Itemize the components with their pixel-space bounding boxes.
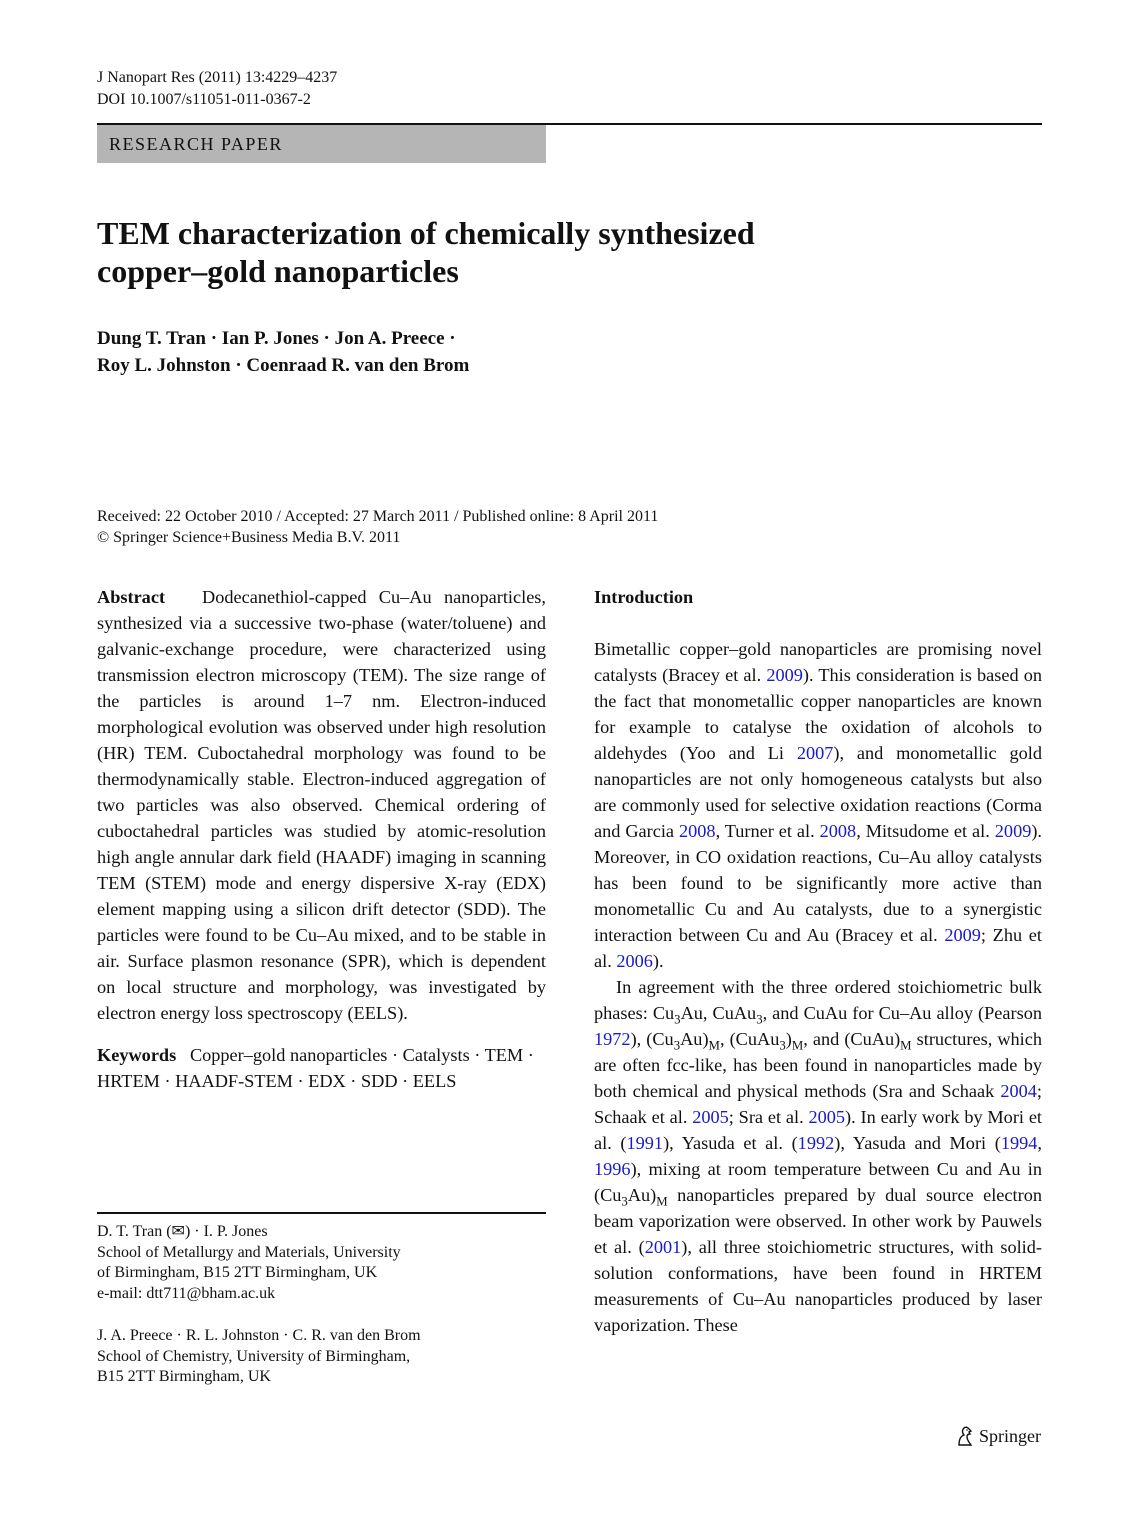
affiliation-line: of Birmingham, B15 2TT Birmingham, UK (97, 1264, 378, 1281)
keywords-label: Keywords (97, 1045, 177, 1065)
copyright-line: © Springer Science+Business Media B.V. 2011 (97, 529, 401, 546)
journal-line: J Nanopart Res (2011) 13:4229–4237 (97, 69, 338, 86)
footnote-rule (97, 1212, 546, 1214)
keywords-text: Copper–gold nanoparticles · Catalysts · TEM · HRTEM · HAADF-STEM · EDX · SDD · EELS (97, 1045, 534, 1091)
citation-link[interactable]: 2006 (616, 951, 653, 971)
publication-dates (97, 506, 658, 548)
citation-link[interactable]: 1972 (594, 1029, 631, 1049)
citation-link[interactable]: 2009 (994, 821, 1032, 841)
abstract (97, 584, 546, 1026)
citation-link[interactable]: 2001 (644, 1237, 682, 1257)
intro-paragraph-1: Bimetallic copper–gold nanoparticles are promising novel catalysts (Bracey et al. 2009). This consideration is based on the fact that monometallic copper nanoparticles are known for example to catalyse the oxidation of alcohols to aldehydes (Yoo and Li 2007), and monometallic gold nanoparticles are not only homogeneous catalysts but also are commonly used for selective oxidation reactions (Corma and Garcia 2008, Turner et al. 2008, Mitsudome et al. 2009). Moreover, in CO oxidation reactions, Cu–Au alloy catalysts has been found to be significantly more active than monometallic Cu and Au catalysts, due to a synergistic interaction between Cu and Au (Bracey et al. 2009; Zhu et al. 2006). (594, 639, 1043, 971)
intro-paragraph-2: In agreement with the three ordered stoichiometric bulk phases: $Cu_3Au$, CuAu$_3$, and CuAu for Cu–Au alloy (Pearson 1972), $(Cu_3Au)_M$, $(CuAu_3)_M$, and $(CuAu)_M$ structures, which are often fcc-like, has been found in nanoparticles made by both chemical and physical methods (Sra and Schaak 2004; Schaak et al. 2005; Sra et al. 2005). In early work by Mori et al. (1991), Yasuda et al. (1992), Yasuda and Mori (1994, 1996), mixing at room temperature between Cu and Au in $(Cu_3Au)_M$ nanoparticles prepared by dual source electron beam vaporization were observed. In other work by Pauwels et al. (2001), all three stoichiometric structures, with solid-solution conformations, have been found in HRTEM measurements of Cu–Au nanoparticles produced by laser vaporization. These (594, 977, 1043, 1335)
citation-link[interactable]: 2008 (679, 821, 716, 841)
affiliations (97, 1222, 546, 1388)
publisher-name: Springer (979, 1426, 1041, 1446)
abstract-text: Dodecanethiol-capped Cu–Au nanoparticles, synthesized via a successive two-phase (water/toluene) and galvanic-exchange procedure, were characterized using transmission electron microscopy (TEM). The size range of the particles is around 1–7 nm. Electron-induced morphological evolution was observed under high resolution (HR) TEM. Cuboctahedral morphology was found to be thermodynamically stable. Electron-induced aggregation of two particles was also observed. Chemical ordering of cuboctahedral particles was studied by atomic-resolution high angle annular dark field (HAADF) imaging in scanning TEM (STEM) mode and energy dispersive X-ray (EDX) element mapping using a silicon drift detector (SDD). The particles were found to be Cu–Au mixed, and to be stable in air. Surface plasmon resonance (SPR), which is dependent on local structure and morphology, was investigated by electron energy loss spectroscopy (EELS). (97, 587, 546, 1023)
citation-link[interactable]: 2009 (944, 925, 981, 945)
author-list: Dung T. Tran · Ian P. Jones · Jon A. Preece · Roy L. Johnston · Coenraad R. van den Brom (97, 328, 470, 376)
citation-link[interactable]: 2007 (796, 743, 834, 763)
author-name: Coenraad R. van den Brom (246, 355, 470, 376)
paper-type-banner: RESEARCH PAPER (97, 125, 546, 163)
citation-link[interactable]: 1991 (626, 1133, 664, 1153)
author-name: Roy L. Johnston (97, 355, 231, 376)
author-name: Ian P. Jones (221, 328, 319, 349)
title-line-2: copper–gold nanoparticles (97, 253, 459, 289)
citation-link[interactable]: 2009 (766, 665, 803, 685)
citation-link[interactable]: 1992 (797, 1133, 835, 1153)
author-name: Dung T. Tran (97, 328, 206, 349)
citation-link[interactable]: 1996 (594, 1159, 631, 1179)
affiliation-email[interactable]: e-mail: dtt711@bham.ac.uk (97, 1284, 276, 1302)
citation-link[interactable]: 2008 (819, 821, 857, 841)
author-name: Jon A. Preece (334, 328, 445, 349)
affiliation-names: J. A. Preece · R. L. Johnston · C. R. van den Brom (97, 1327, 421, 1344)
title-line-1: TEM characterization of chemically synthesized (97, 215, 755, 251)
paper-title (97, 214, 937, 290)
abstract-label: Abstract (97, 587, 166, 607)
citation-link[interactable]: 1994 (1000, 1133, 1038, 1153)
keywords (97, 1042, 546, 1094)
dates-line: Received: 22 October 2010 / Accepted: 27 March 2011 / Published online: 8 April 2011 (97, 508, 659, 525)
affiliation-line: B15 2TT Birmingham, UK (97, 1368, 271, 1385)
doi-line: DOI 10.1007/s11051-011-0367-2 (97, 91, 311, 108)
journal-citation (97, 67, 337, 111)
affiliation-names: D. T. Tran (✉) · I. P. Jones (97, 1223, 268, 1240)
citation-link[interactable]: 2004 (1000, 1081, 1037, 1101)
publisher-logo (955, 1424, 1041, 1448)
section-heading-introduction: Introduction (594, 587, 694, 607)
citation-link[interactable]: 2005 (808, 1107, 846, 1127)
affiliation-line: School of Chemistry, University of Birmingham, (97, 1347, 411, 1365)
affiliation-line: School of Metallurgy and Materials, University (97, 1243, 401, 1261)
citation-link[interactable]: 2005 (692, 1107, 729, 1127)
right-column (594, 584, 1042, 1338)
left-column (97, 584, 546, 1094)
springer-horse-icon (955, 1425, 975, 1447)
